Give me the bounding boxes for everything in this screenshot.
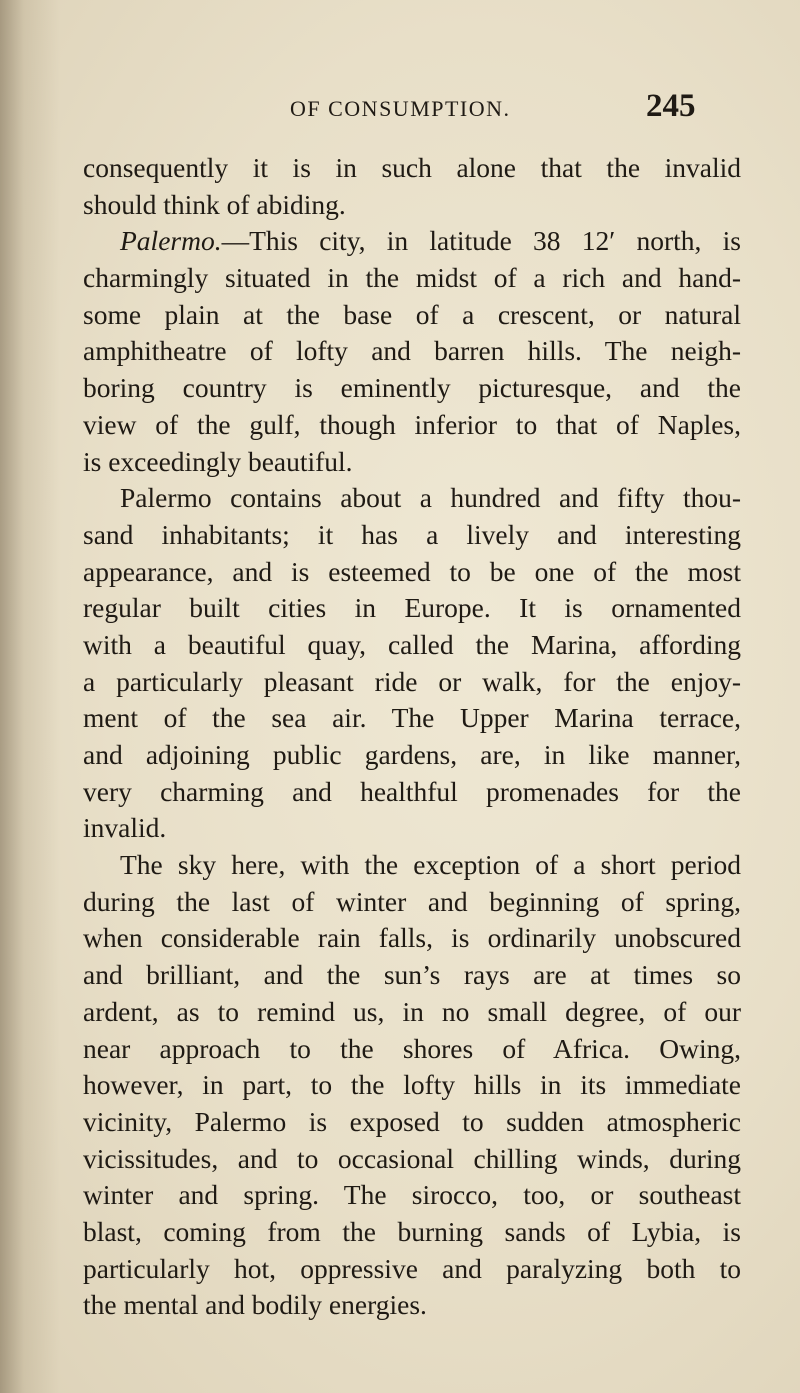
text-line: The sky here, with the exception of a short period xyxy=(120,849,741,881)
text-line: ardent, as to remind us, in no small degree, of our xyxy=(83,995,741,1027)
text-line: some plain at the base of a crescent, or natural xyxy=(83,298,741,330)
text-line: charmingly situated in the midst of a rich and hand- xyxy=(83,262,741,294)
page-number: 245 xyxy=(646,88,696,124)
section-heading: Palermo. xyxy=(120,225,222,257)
text-line: very charming and healthful promenades for the xyxy=(83,775,741,807)
text-line: the mental and bodily energies. xyxy=(83,1289,427,1321)
text-line: with a beautiful quay, called the Marina, affording xyxy=(83,628,741,660)
text-line: should think of abiding. xyxy=(83,188,346,220)
body-text xyxy=(83,150,741,1324)
text-line: and adjoining public gardens, are, in like manner, xyxy=(83,739,741,770)
text-line: Palermo contains about a hundred and fifty thou- xyxy=(120,482,741,514)
text-line: when considerable rain falls, is ordinarily unobscured xyxy=(83,922,741,954)
text-line: particularly hot, oppressive and paralyzing both to xyxy=(83,1252,741,1284)
text-line: ment of the sea air. The Upper Marina terrace, xyxy=(83,702,741,734)
text-line: consequently it is in such alone that the invalid xyxy=(83,152,741,183)
page-header xyxy=(0,88,800,128)
text-line: appearance, and is esteemed to be one of the most xyxy=(83,555,741,587)
text-line: invalid. xyxy=(83,812,167,844)
text-line: near approach to the shores of Africa. Owing, xyxy=(83,1032,741,1064)
text-line: and brilliant, and the sun’s rays are at times so xyxy=(83,959,741,991)
text-line: vicissitudes, and to occasional chilling winds, during xyxy=(83,1142,741,1174)
text-line: vicinity, Palermo is exposed to sudden atmospheric xyxy=(83,1105,741,1137)
text-line: winter and spring. The sirocco, too, or southeast xyxy=(83,1179,741,1211)
text-line: during the last of winter and beginning of spring, xyxy=(83,885,741,917)
text-line: boring country is eminently picturesque, and the xyxy=(83,372,741,404)
text-line: is exceedingly beautiful. xyxy=(83,445,353,477)
text-line: view of the gulf, though inferior to that of Naples, xyxy=(83,408,741,440)
text-line: amphitheatre of lofty and barren hills. The neigh- xyxy=(83,335,741,367)
text-line: sand inhabitants; it has a lively and interesting xyxy=(83,518,741,550)
running-head: OF CONSUMPTION. xyxy=(290,96,511,121)
text-line: a particularly pleasant ride or walk, for the enjoy- xyxy=(83,665,741,697)
text-line xyxy=(83,223,741,260)
binding-shadow xyxy=(0,0,60,1393)
text-line: however, in part, to the lofty hills in its immediate xyxy=(83,1069,741,1101)
text-line-rest: —This city, in latitude 38 12′ north, is xyxy=(221,225,741,257)
text-line: regular built cities in Europe. It is ornamented xyxy=(83,592,741,624)
text-line: blast, coming from the burning sands of Lybia, is xyxy=(83,1215,741,1247)
